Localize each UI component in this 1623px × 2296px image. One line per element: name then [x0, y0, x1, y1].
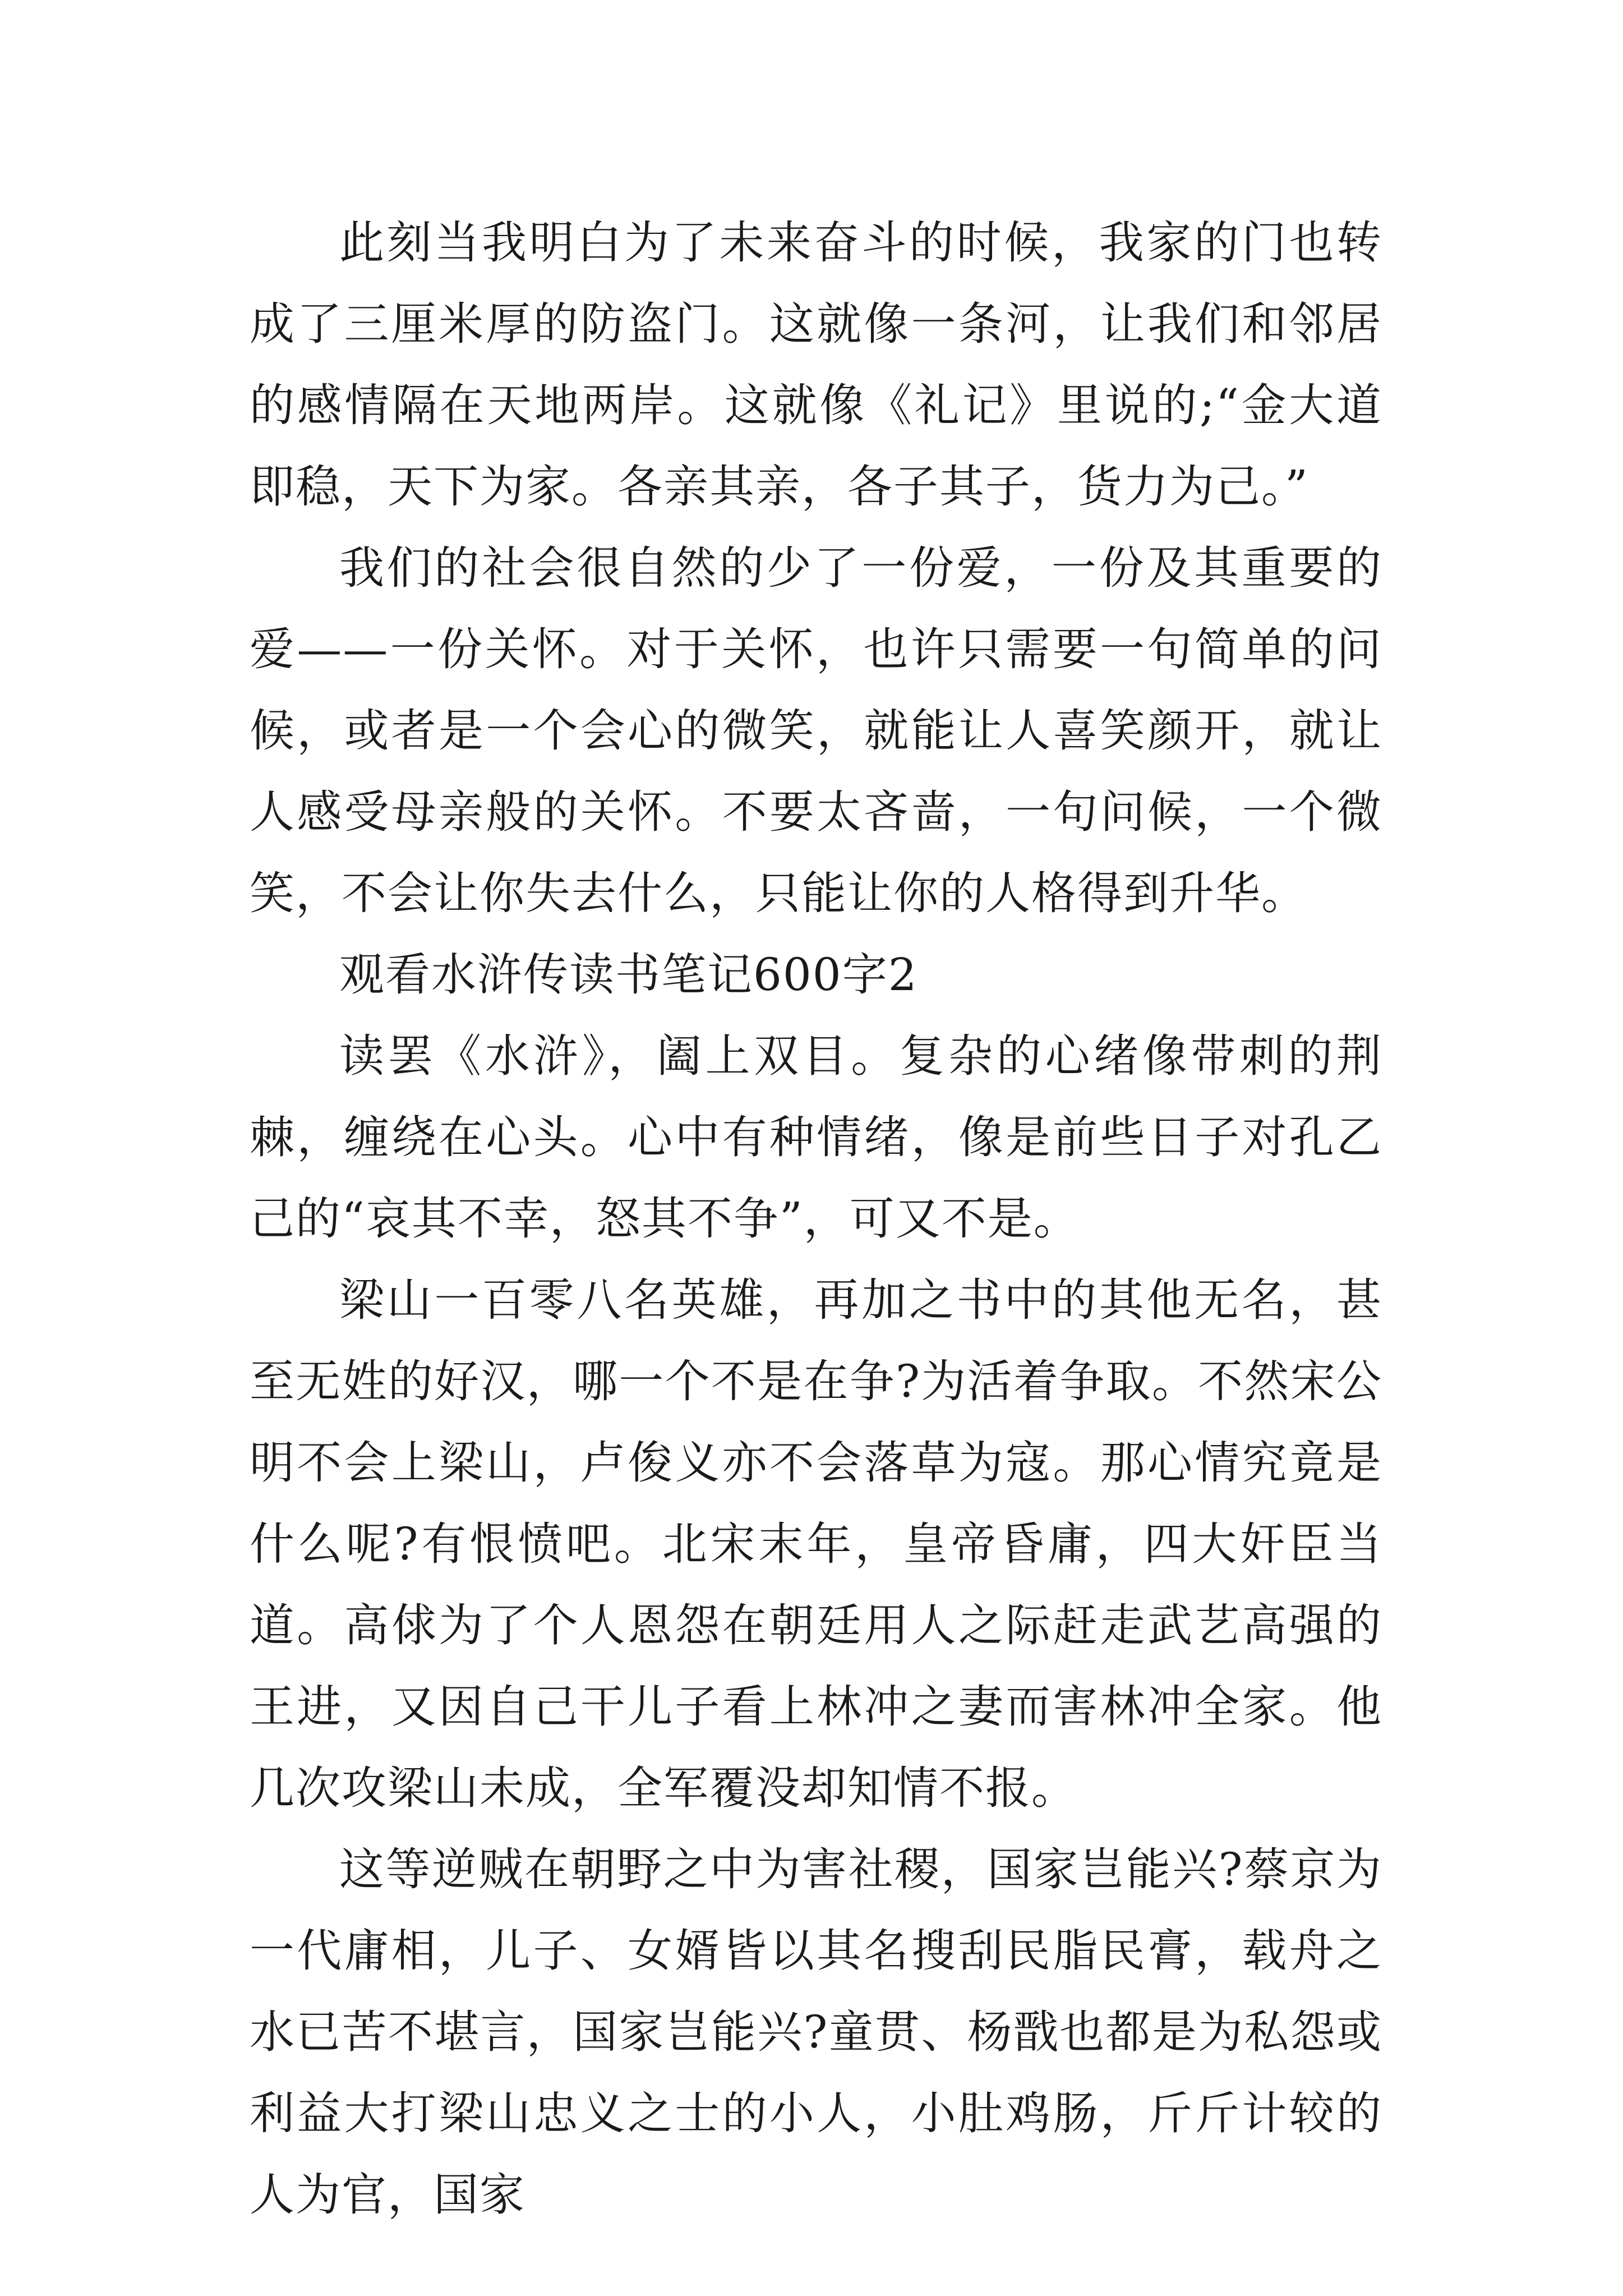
paragraph-2: 我们的社会很自然的少了一份爱，一份及其重要的爱——一份关怀。对于关怀，也许只需要一句简单的问候，或者是一个会心的微笑，就能让人喜笑颜开，就让人感受母亲般的关怀。不要太吝啬，一句问候，一个微笑，不会让你失去什么，只能让你的人格得到升华。: [250, 542, 1382, 919]
paragraph-5: 这等逆贼在朝野之中为害社稷，国家岂能兴?蔡京为一代庸相，儿子、女婿皆以其名搜刮民脂民膏，载舟之水已苦不堪言，国家岂能兴?童贯、杨戬也都是为私怨或利益大打梁山忠义之士的小人，小肚鸡肠，斤斤计较的人为官，国家: [250, 1843, 1382, 2221]
paragraph-4: 梁山一百零八名英雄，再加之书中的其他无名，甚至无姓的好汉，哪一个不是在争?为活着争取。不然宋公明不会上梁山，卢俊义亦不会落草为寇。那心情究竟是什么呢?有恨愤吧。北宋末年，皇帝昏庸，四大奸臣当道。高俅为了个人恩怨在朝廷用人之际赶走武艺高强的王进，又因自己干儿子看上林冲之妻而害林冲全家。他几次攻梁山未成，全军覆没却知情不报。: [250, 1274, 1382, 1814]
body-text: [250, 202, 1382, 2235]
paragraph-3: 读罢《水浒》，阖上双目。复杂的心绪像带刺的荆棘，缠绕在心头。心中有种情绪，像是前些日子对孔乙己的“哀其不幸，怒其不争”，可又不是。: [250, 1030, 1382, 1245]
section-heading: 观看水浒传读书笔记600字2: [339, 949, 918, 1001]
paragraph-1: 此刻当我明白为了未来奋斗的时候，我家的门也转成了三厘米厚的防盗门。这就像一条河，让我们和邻居的感情隔在天地两岸。这就像《礼记》里说的;“金大道即稳，天下为家。各亲其亲，各子其子，货力为己。”: [250, 217, 1382, 513]
